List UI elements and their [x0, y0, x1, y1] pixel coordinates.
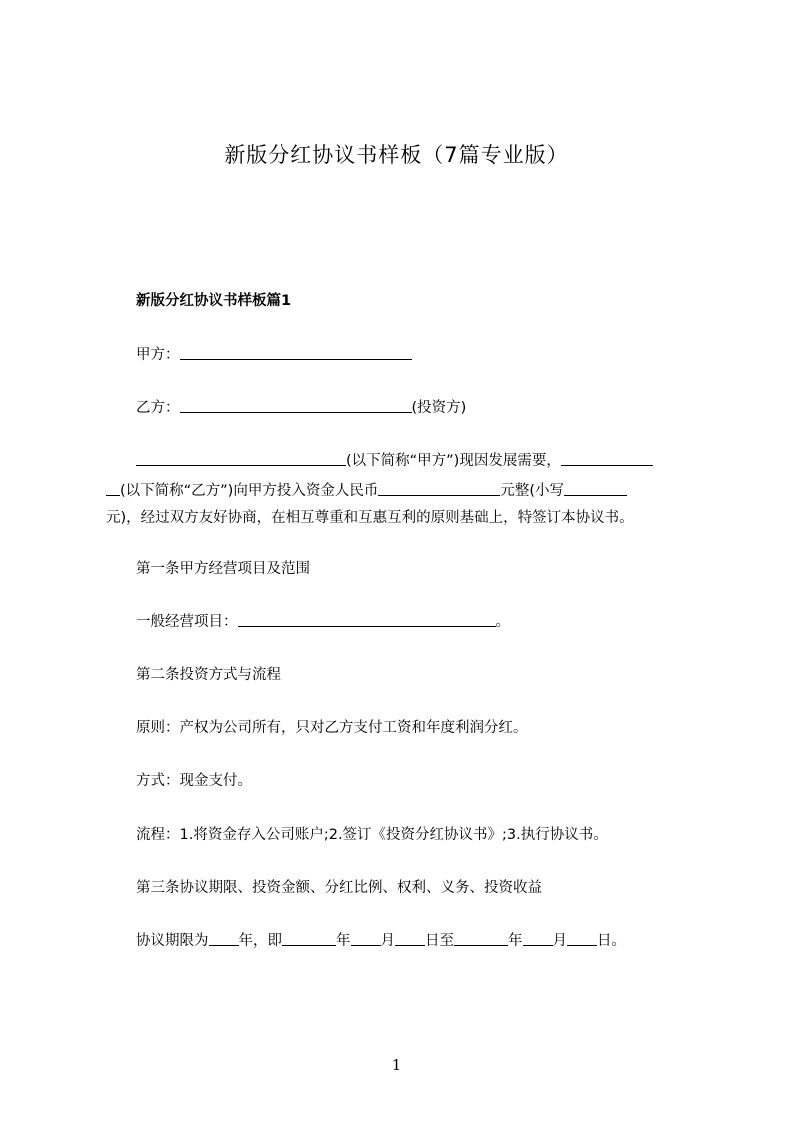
term-blank-end-month [523, 931, 553, 946]
term-blank-end-day [567, 931, 597, 946]
intro-text-1: (以下简称“甲方”)现因发展需要， [346, 453, 561, 469]
principle-text: 原则：产权为公司所有，只对乙方支付工资和年度利润分红。 [136, 720, 528, 736]
article2-heading: 第二条投资方式与流程 [136, 667, 281, 683]
page-number: 1 [391, 1056, 402, 1074]
article1-heading: 第一条甲方经营项目及范围 [136, 561, 310, 577]
intro-text-3: 元整(小写 [500, 483, 565, 499]
term-blank-start-year [282, 931, 336, 946]
party-a-blank [180, 345, 412, 360]
intro-blank-5 [564, 481, 627, 496]
general-business-label: 一般经营项目： [136, 614, 238, 630]
term-blank-start-month [351, 931, 381, 946]
term-text-4: 月 [380, 933, 395, 949]
party-b-label: 乙方： [136, 400, 180, 416]
term-text-7: 月 [552, 933, 567, 949]
section-heading: 新版分红协议书样板篇1 [136, 293, 292, 309]
intro-line-2 [106, 481, 701, 501]
method-text: 方式：现金支付。 [136, 773, 252, 789]
party-b-suffix: (投资方) [411, 400, 467, 416]
intro-blank-3 [106, 481, 120, 496]
general-business-end: 。 [495, 614, 510, 630]
general-business-line [136, 612, 701, 632]
intro-blank-4 [378, 481, 500, 496]
term-text-5: 日至 [425, 933, 454, 949]
intro-text-2: (以下简称“乙方”)向甲方投入资金人民币 [120, 483, 379, 499]
general-business-blank [238, 612, 496, 627]
term-text-3: 年 [336, 933, 351, 949]
term-text-1: 协议期限为 [136, 933, 209, 949]
intro-line-1 [136, 451, 701, 471]
article3-heading: 第三条协议期限、投资金额、分红比例、权利、义务、投资收益 [136, 880, 542, 896]
term-text-8: 日。 [597, 933, 626, 949]
party-a-line [136, 345, 701, 365]
term-text-6: 年 [508, 933, 523, 949]
intro-line-3: 元)，经过双方友好协商，在相互尊重和互惠互利的原则基础上，特签订本协议书。 [106, 510, 634, 526]
party-a-label: 甲方： [136, 347, 180, 363]
party-b-line [136, 398, 701, 418]
process-text: 流程：1.将资金存入公司账户;2.签订《投资分红协议书》;3.执行协议书。 [136, 827, 608, 843]
term-blank-end-year [454, 931, 508, 946]
term-text-2: 年，即 [238, 933, 282, 949]
term-line [136, 931, 701, 951]
intro-blank-1 [136, 451, 346, 466]
party-b-blank [180, 398, 412, 413]
intro-blank-2 [561, 451, 653, 466]
term-blank-start-day [395, 931, 425, 946]
term-blank-years [209, 931, 239, 946]
document-title: 新版分红协议书样板（7篇专业版） [224, 143, 569, 167]
